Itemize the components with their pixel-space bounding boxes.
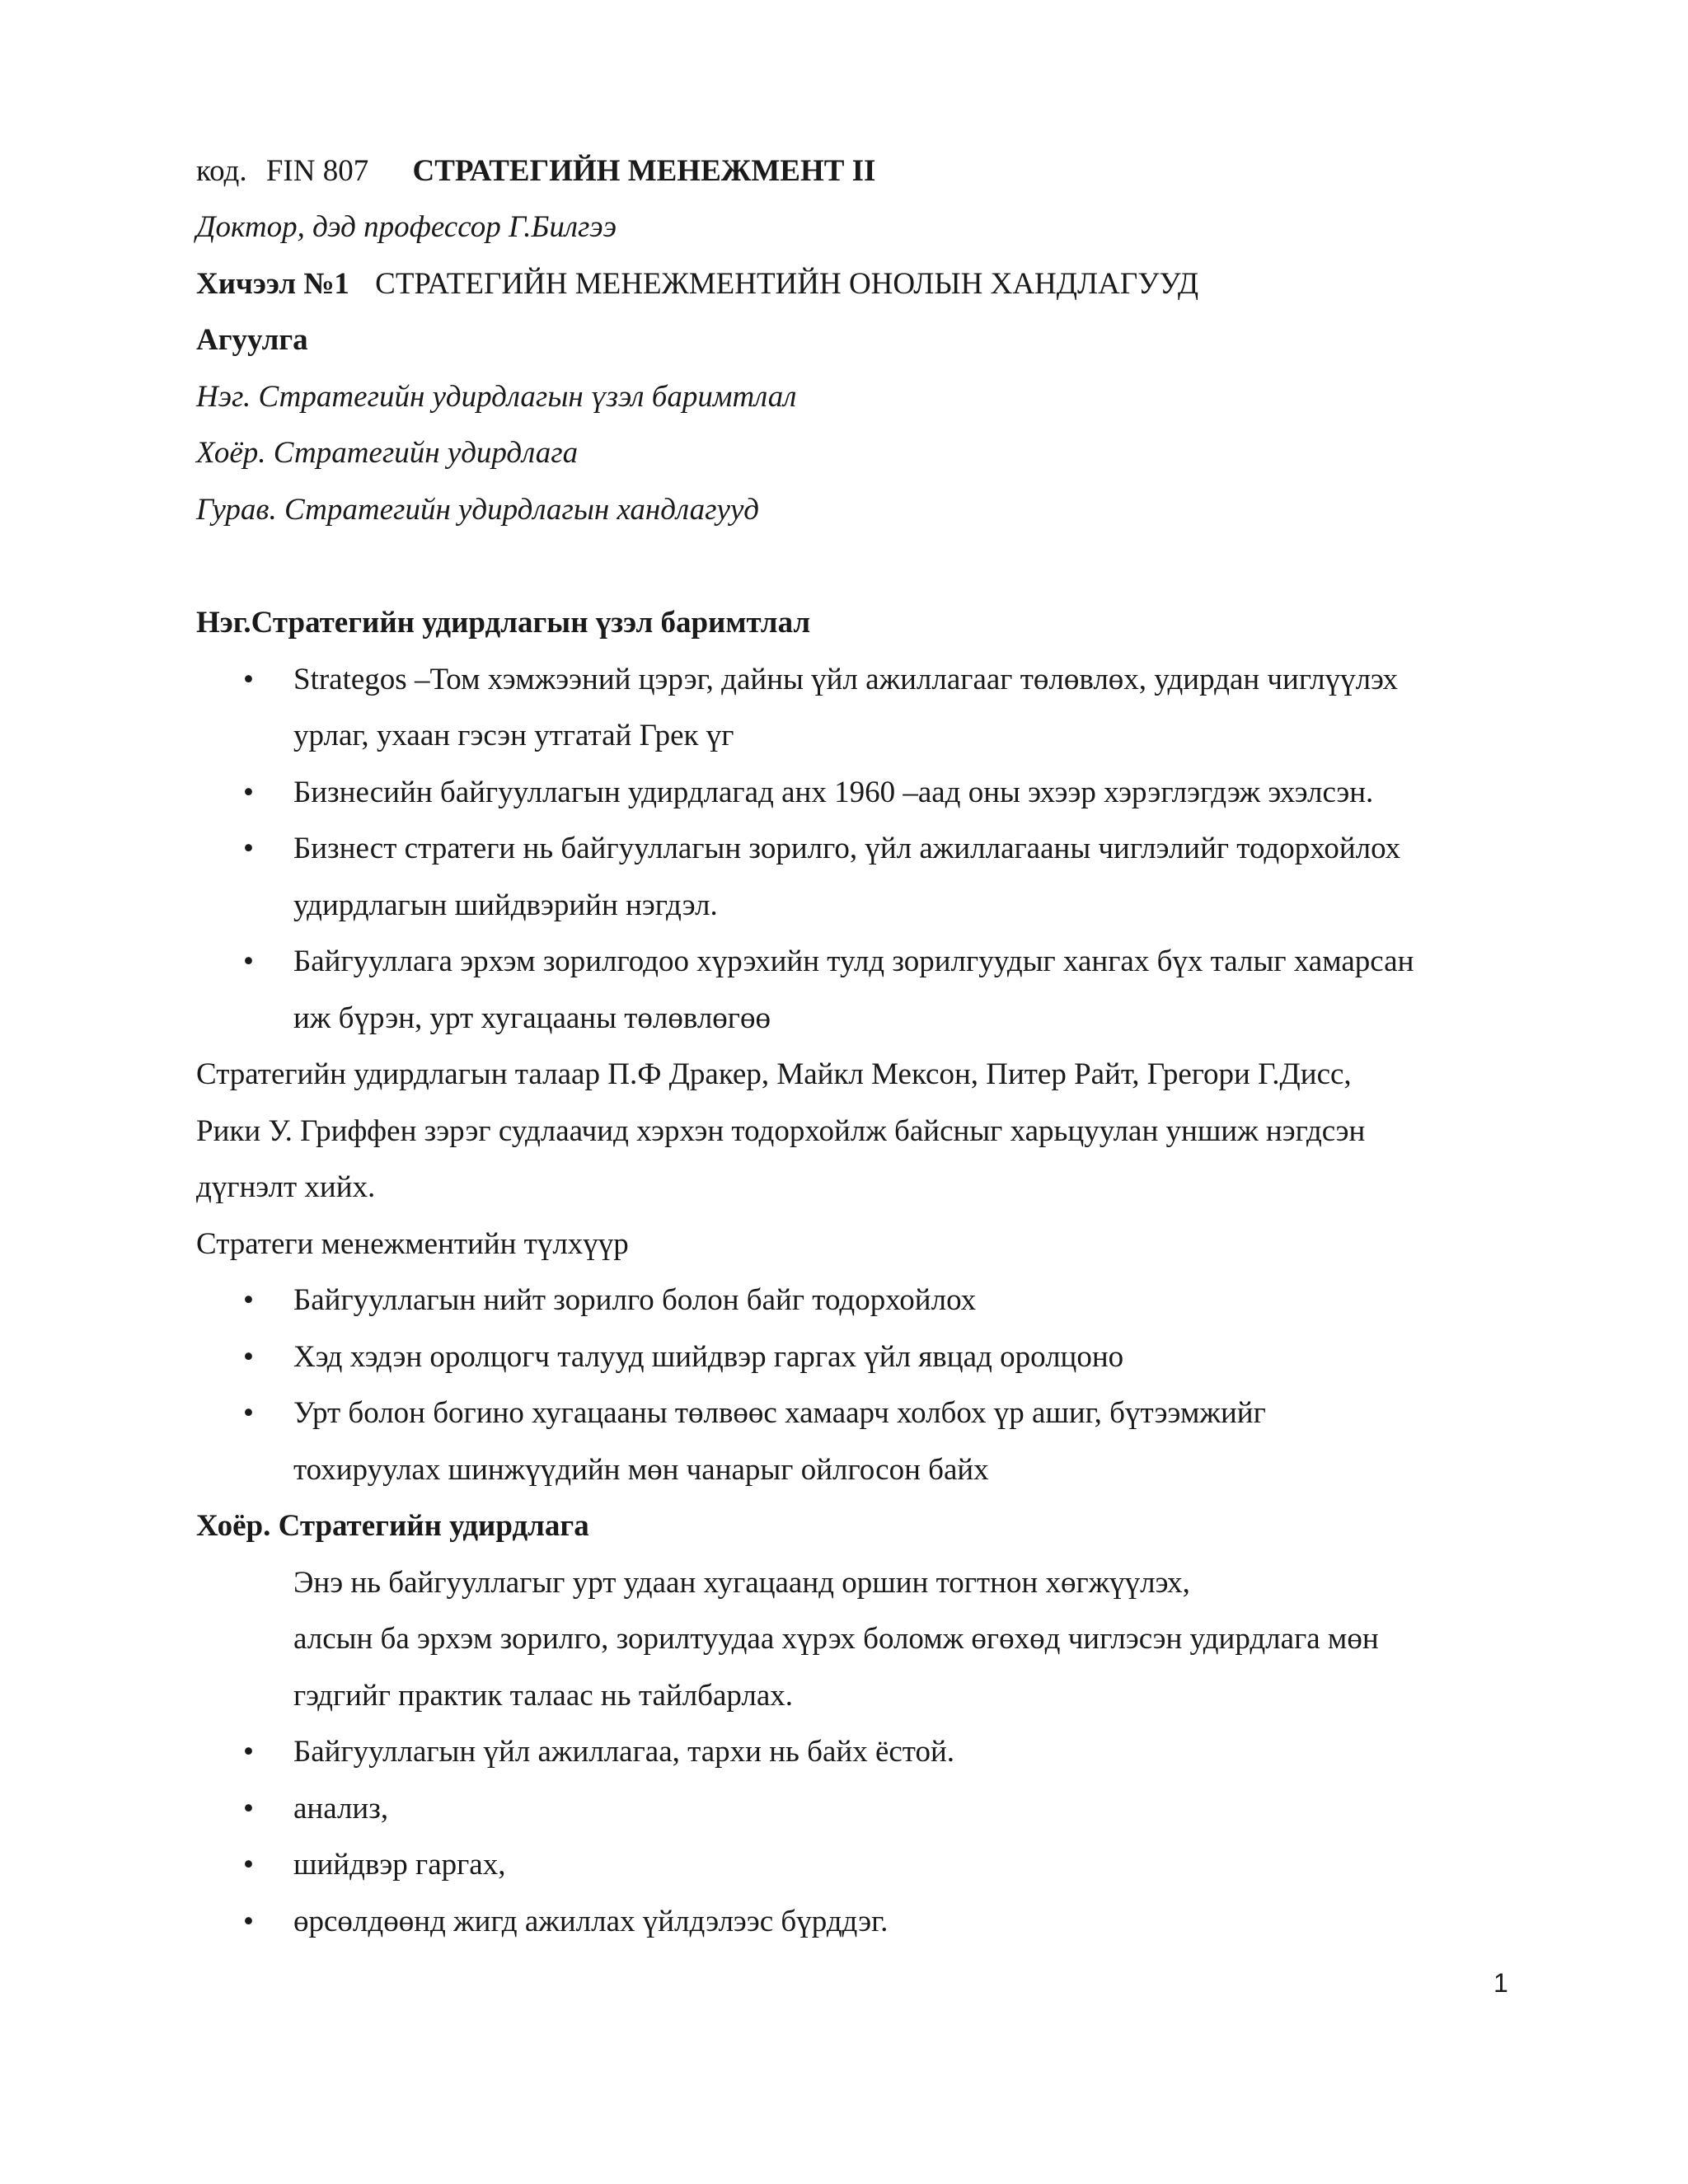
bullet-marker: • bbox=[243, 663, 254, 696]
list-item: Бизнест стратеги нь байгууллагын зорилго, үйл ажиллагааны чиглэлийг тодорхойлох bbox=[293, 832, 1401, 865]
contents-item: Нэг. Стратегийн удирдлагын үзэл баримтлал bbox=[196, 380, 797, 414]
lecture-title: СТРАТЕГИЙН МЕНЕЖМЕНТИЙН ОНОЛЫН ХАНДЛАГУУД bbox=[375, 267, 1199, 301]
list-item: Байгууллага эрхэм зорилгодоо хүрэхийн тулд зорилгуудыг хангах бүх талыг хамарсан bbox=[293, 944, 1414, 978]
course-code-line bbox=[196, 152, 875, 190]
bullet-marker: • bbox=[243, 1283, 254, 1317]
bullet-marker: • bbox=[243, 1340, 254, 1374]
paragraph-line: Рики У. Гриффен зэрэг судлаачид хэрхэн тодорхойлж байсныг харьцуулан уншиж нэгдсэн bbox=[196, 1114, 1366, 1148]
paragraph-line: Энэ нь байгууллагыг урт удаан хугацаанд оршин тогтнон хөгжүүлэх, bbox=[293, 1566, 1190, 1600]
bullet-marker: • bbox=[243, 1905, 254, 1938]
paragraph-line: гэдгийг практик талаас нь тайлбарлах. bbox=[293, 1679, 794, 1713]
lecture-title-line bbox=[196, 265, 1198, 302]
course-code: FIN 807 bbox=[265, 154, 369, 188]
paragraph-line: дүгнэлт хийх. bbox=[196, 1170, 376, 1204]
section-heading: Нэг.Стратегийн удирдлагын үзэл баримтлал bbox=[196, 606, 811, 640]
subheading: Стратеги менежментийн түлхүүр bbox=[196, 1227, 629, 1261]
list-item: өрсөлдөөнд жигд ажиллах үйлдэлээс бүрддэг. bbox=[293, 1905, 889, 1938]
list-item: шийдвэр гаргах, bbox=[293, 1848, 506, 1882]
list-item-continuation: иж бүрэн, урт хугацааны төлөвлөгөө bbox=[293, 1001, 771, 1035]
bullet-marker: • bbox=[243, 1396, 254, 1430]
list-item: Урт болон богино хугацааны төлвөөс хамаарч холбох үр ашиг, бүтээмжийг bbox=[293, 1396, 1266, 1430]
bullet-marker: • bbox=[243, 776, 254, 809]
page-number: 1 bbox=[1493, 1968, 1508, 1998]
paragraph-line: алсын ба эрхэм зорилго, зорилтуудаа хүрэх боломж өгөхөд чиглэсэн удирдлага мөн bbox=[293, 1622, 1379, 1656]
section-heading: Хоёр. Стратегийн удирдлага bbox=[196, 1509, 589, 1543]
bullet-marker: • bbox=[243, 1792, 254, 1825]
list-item: Strategos –Том хэмжээний цэрэг, дайны үйл ажиллагааг төлөвлөх, удирдан чиглүүлэх bbox=[293, 663, 1398, 696]
lecture-label: Хичээл №1 bbox=[196, 267, 349, 301]
bullet-marker: • bbox=[243, 1735, 254, 1769]
contents-heading: Агуулга bbox=[196, 323, 308, 357]
paragraph-line: Стратегийн удирдлагын талаар П.Ф Дракер, Майкл Мексон, Питер Райт, Грегори Г.Дисс, bbox=[196, 1057, 1352, 1091]
list-item-continuation: тохируулах шинжүүдийн мөн чанарыг ойлгосон байх bbox=[293, 1453, 989, 1487]
bullet-marker: • bbox=[243, 832, 254, 865]
list-item: Хэд хэдэн оролцогч талууд шийдвэр гаргах үйл явцад оролцоно bbox=[293, 1340, 1124, 1374]
list-item: Байгууллагын үйл ажиллагаа, тархи нь байх ёстой. bbox=[293, 1735, 955, 1769]
contents-item: Гурав. Стратегийн удирдлагын хандлагууд bbox=[196, 493, 759, 527]
list-item: Байгууллагын нийт зорилго болон байг тодорхойлох bbox=[293, 1283, 977, 1317]
list-item: Бизнесийн байгууллагын удирдлагад анх 1960 –аад оны эхээр хэрэглэгдэж эхэлсэн. bbox=[293, 776, 1374, 809]
list-item-continuation: удирдлагын шийдвэрийн нэгдэл. bbox=[293, 888, 718, 922]
code-label: код. bbox=[196, 154, 247, 188]
list-item-continuation: урлаг, ухаан гэсэн утгатай Грек үг bbox=[293, 719, 734, 752]
bullet-marker: • bbox=[243, 944, 254, 978]
contents-item: Хоёр. Стратегийн удирдлага bbox=[196, 436, 579, 470]
bullet-marker: • bbox=[243, 1848, 254, 1882]
author: Доктор, дэд профессор Г.Билгээ bbox=[196, 210, 617, 244]
list-item: анализ, bbox=[293, 1792, 389, 1825]
course-title: СТРАТЕГИЙН МЕНЕЖМЕНТ II bbox=[412, 154, 876, 188]
